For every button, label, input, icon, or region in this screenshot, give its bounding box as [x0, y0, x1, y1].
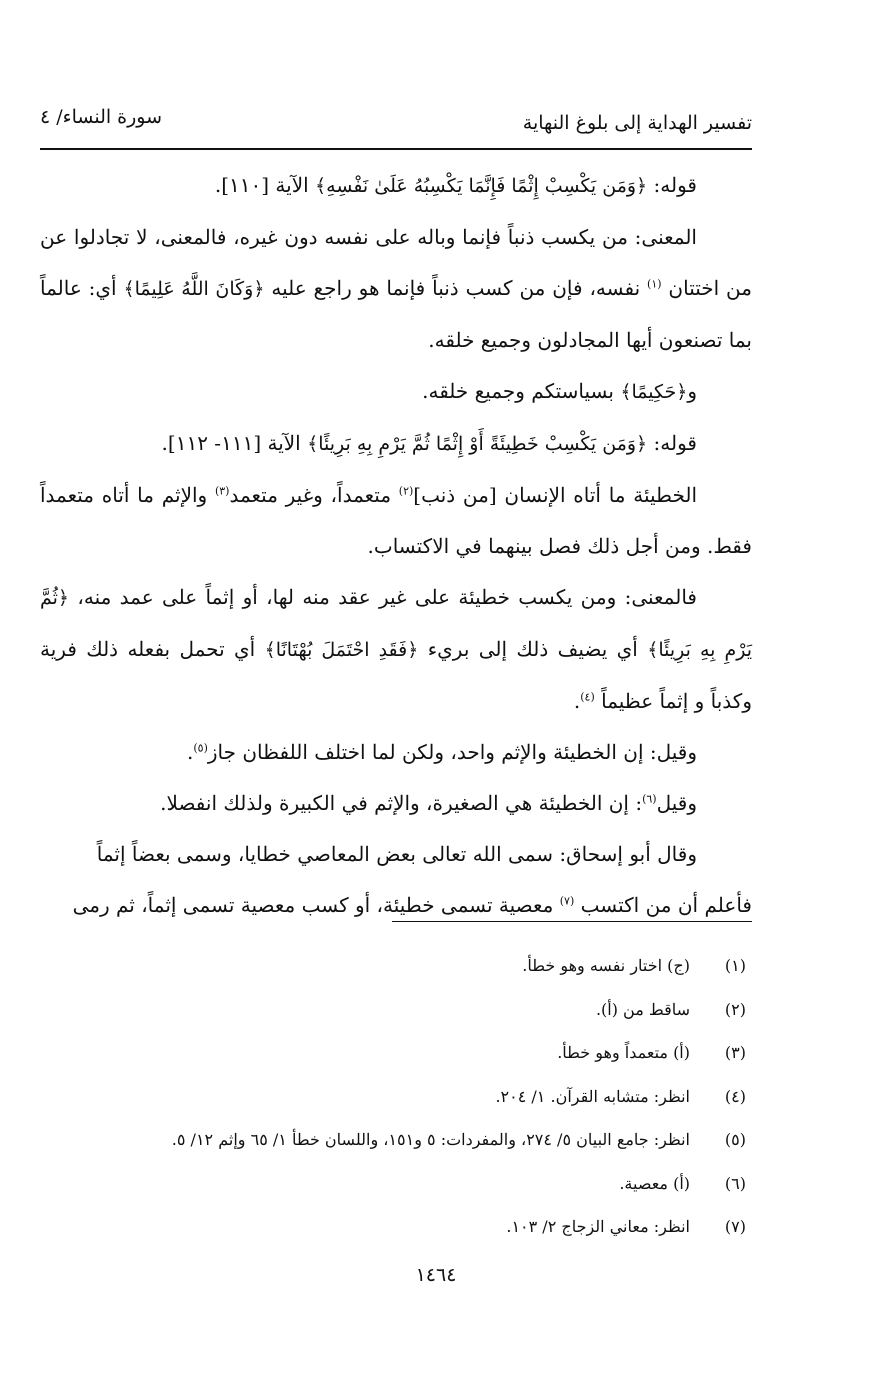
- footnote-text: (أ) معصية.: [619, 1173, 690, 1193]
- footnote-item: [40, 1162, 752, 1206]
- p6-text-b: أي يضيف ذلك إلى بريء: [418, 637, 648, 661]
- quran-verse: ﴿وَكَانَ اللَّهُ عَلِيمًا﴾: [123, 278, 265, 300]
- p5-text-a: الخطيئة ما أتاه الإنسان [من ذنب]: [413, 483, 697, 507]
- footnote-ref-5: (٥): [193, 741, 208, 755]
- quran-verse: ﴿ثُمَّ يَرْمِ بِهِ بَرِيئًا﴾: [40, 587, 752, 661]
- footnote-ref-6: (٦): [642, 792, 657, 806]
- paragraph-5: [40, 470, 752, 572]
- p6-text-d: .: [573, 689, 581, 713]
- quran-verse: ﴿فَقَدِ احْتَمَلَ بُهْتَانًا﴾: [264, 639, 419, 661]
- paragraph-9: [40, 829, 752, 880]
- paragraph-2: [40, 212, 752, 366]
- page-number: ١٤٦٤: [415, 1264, 457, 1286]
- p10-text-b: معصية تسمى خطيئة، أو كسب معصية تسمى إثماً، ثم رمى: [72, 893, 560, 917]
- footnote-text: انظر: جامع البيان ٥/ ٢٧٤، والمفردات: ٥ و١٥١، واللسان خطأ ١/ ٦٥ وإثم ١٢/ ٥.: [171, 1130, 690, 1149]
- footnote-number: (٧): [724, 1217, 746, 1236]
- p8-text-b: : إن الخطيئة هي الصغيرة، والإثم في الكبيرة ولذلك انفصلا.: [160, 791, 643, 815]
- footnote-number: (٢): [724, 999, 746, 1019]
- footnote-item: [40, 1118, 752, 1162]
- p6-text-a: فالمعنى: ومن يكسب خطيئة على غير عقد منه لها، أو إثماً على عمد منه،: [69, 585, 697, 609]
- footnote-ref-7: (٧): [559, 894, 575, 908]
- paragraph-7: [40, 727, 752, 778]
- footnote-ref-1: (١): [647, 277, 662, 291]
- footnote-item: [40, 1075, 752, 1119]
- p3-text-b: بسياستكم وجميع خلقه.: [422, 379, 621, 403]
- footnote-item: [40, 988, 752, 1032]
- running-head: [40, 102, 752, 142]
- p4-text-b: الآية [١١١- ١١٢].: [161, 431, 308, 455]
- footnote-text: (أ) متعمداً وهو خطأ.: [557, 1043, 690, 1062]
- main-text: [40, 160, 752, 931]
- paragraph-8: [40, 778, 752, 829]
- footnote-item: [40, 1031, 752, 1075]
- footnote-ref-2: (٢): [398, 484, 414, 498]
- paragraph-10: [40, 880, 752, 931]
- p5-text-c: والإثم ما أتاه متعمداً فقط. ومن أجل ذلك فصل بينهما في الاكتساب.: [40, 483, 752, 558]
- footnote-ref-3: (٣): [214, 484, 230, 498]
- p7-text-b: .: [186, 740, 194, 764]
- footnote-number: (٤): [724, 1086, 746, 1106]
- footnote-text: ساقط من (أ).: [595, 999, 690, 1019]
- footnote-text: انظر: متشابه القرآن. ١/ ٢٠٤.: [495, 1086, 690, 1106]
- footnote-number: (٦): [724, 1173, 746, 1193]
- p10-text-a: فأعلم أن من اكتسب: [574, 893, 752, 917]
- footnote-item: [40, 1205, 752, 1249]
- quran-verse: ﴿وَمَن يَكْسِبْ خَطِيئَةً أَوْ إِثْمًا ثُمَّ يَرْمِ بِهِ بَرِيئًا﴾: [307, 433, 648, 455]
- header-rule: [40, 148, 752, 150]
- p2-text-a: المعنى: من يكسب ذنباً فإنما وباله على نفسه دون غيره، فالمعنى، لا تجادلوا عن من اختتان: [40, 225, 752, 300]
- p1-text-a: قوله:: [647, 173, 697, 197]
- p2-text-c: أي: عالماً بما تصنعون أيها المجادلون وجميع خلقه.: [40, 276, 752, 352]
- surah-label: سورة النساء/ ٤: [40, 106, 163, 128]
- p8-text-a: وقيل: [656, 791, 697, 815]
- footnote-number: (١): [724, 956, 746, 975]
- p3-text-a: و: [687, 379, 697, 403]
- paragraph-4: [40, 418, 752, 470]
- footnotes-rule: [392, 921, 752, 922]
- p7-text-a: وقيل: إن الخطيئة والإثم واحد، ولكن لما اختلف اللفظان جاز: [207, 740, 697, 764]
- p1-text-b: الآية [١١٠].: [214, 173, 316, 197]
- quran-verse: ﴿وَمَن يَكْسِبْ إِثْمًا فَإِنَّمَا يَكْسِبُهُ عَلَىٰ نَفْسِهِ﴾: [315, 175, 648, 197]
- p5-text-b: متعمداً، وغير متعمد: [229, 483, 399, 507]
- footnote-text: (ج) اختار نفسه وهو خطأ.: [522, 956, 690, 975]
- footnote-item: [40, 944, 752, 988]
- book-title: تفسير الهداية إلى بلوغ النهاية: [522, 112, 752, 134]
- footnote-ref-4: (٤): [580, 690, 595, 704]
- p9-text: وقال أبو إسحاق: سمى الله تعالى بعض المعاصي خطايا، وسمى بعضاً إثماً: [96, 842, 697, 866]
- paragraph-1: [40, 160, 752, 212]
- footnote-number: (٣): [724, 1043, 746, 1062]
- footnote-number: (٥): [724, 1130, 746, 1149]
- footnotes: [40, 944, 752, 1249]
- paragraph-3: [40, 366, 752, 418]
- p4-text-a: قوله:: [647, 431, 697, 455]
- quran-verse: ﴿حَكِيمًا﴾: [620, 381, 688, 403]
- p6-text-c: أي تحمل بفعله ذلك فرية وكذباً و إثماً عظيماً: [40, 637, 752, 713]
- p2-text-b: نفسه، فإن من كسب ذنباً فإنما هو راجع عليه: [264, 276, 648, 300]
- footnote-text: انظر: معاني الزجاج ٢/ ١٠٣.: [506, 1217, 690, 1236]
- paragraph-6: [40, 572, 752, 727]
